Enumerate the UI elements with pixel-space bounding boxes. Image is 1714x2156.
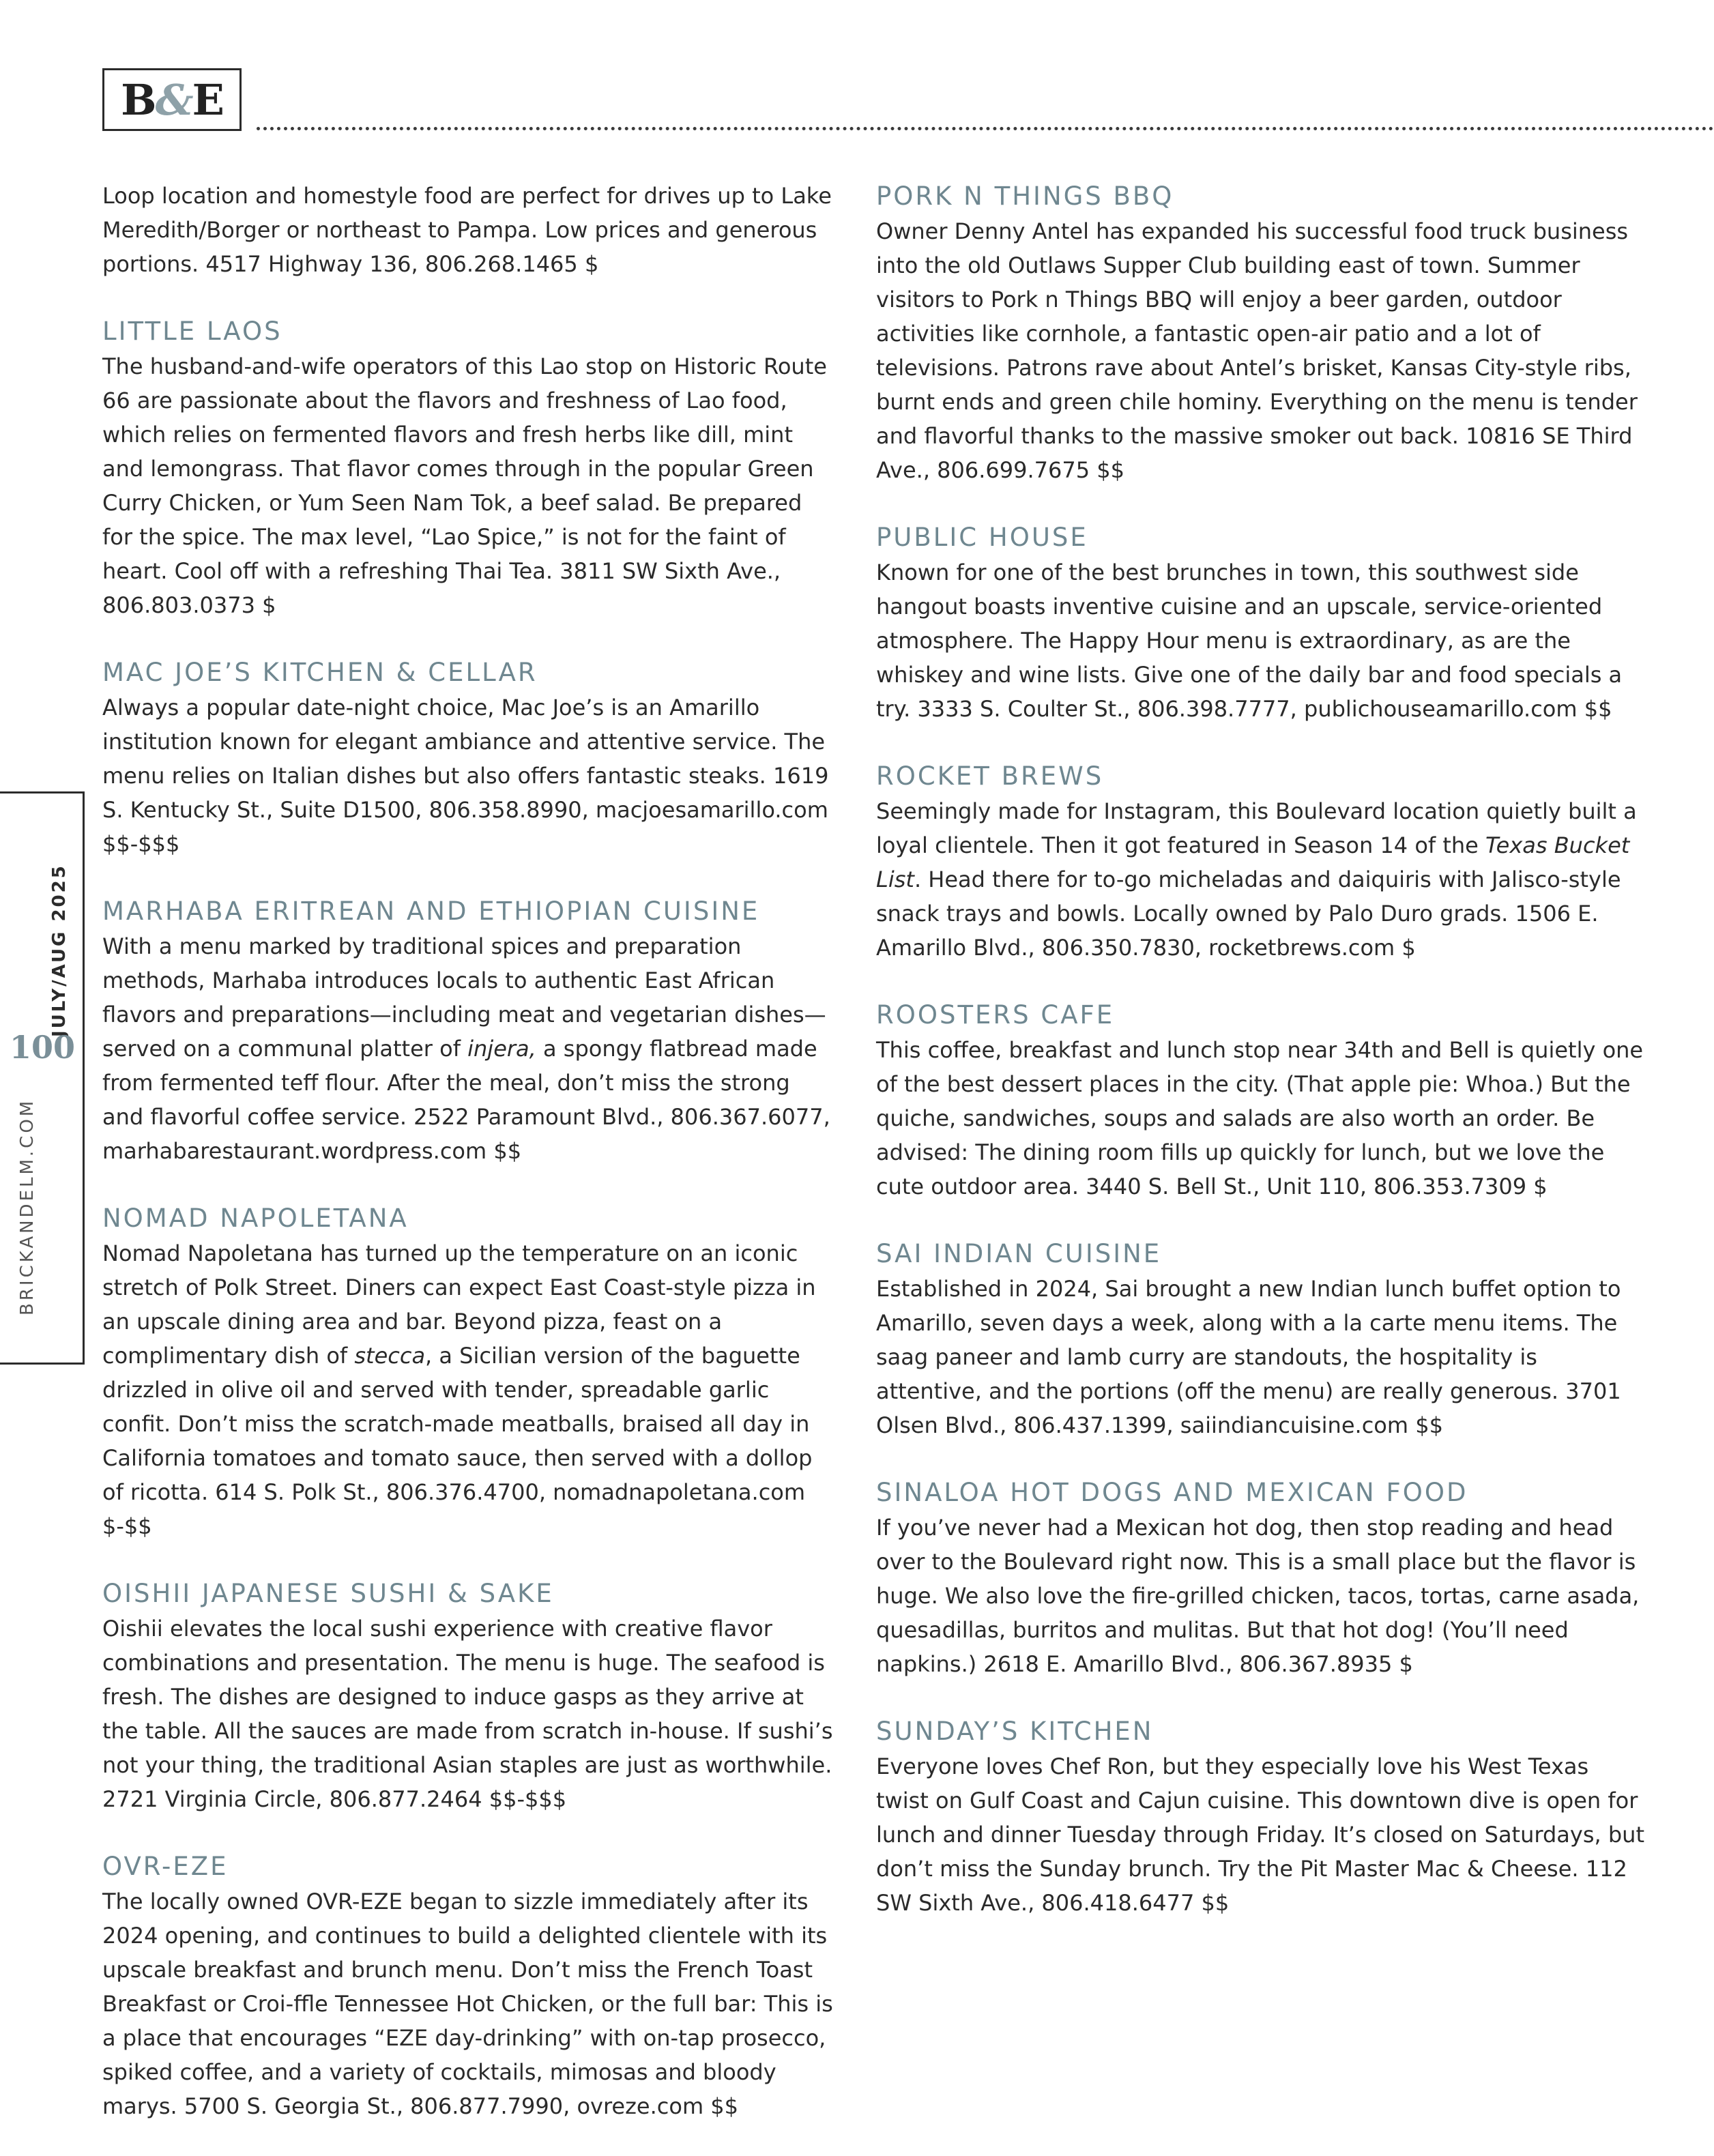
restaurant-description: Oishii elevates the local sushi experience with creative flavor combinations and presentation. The menu is huge. The seafood is fresh. The dishes are designed to induce gasps as they arrive at the table. All the sauces are made from scratch in-house. If sushi’s not your thing, the traditional Asian staples are just as worthwhile. 2721 Virginia Circle, 806.877.2464 $$-$$$: [102, 1616, 833, 1812]
restaurant-title: MAC JOE’S KITCHEN & CELLAR: [102, 658, 538, 687]
restaurant-title: ROCKET BREWS: [876, 761, 1104, 791]
restaurant-description: This coffee, breakfast and lunch stop near 34th and Bell is quietly one of the best dessert places in the city. (That apple pie: Whoa.) But the quiche, sandwiches, soups and salads are also worth an order. Be advised: The dining room fills up quickly for lunch, but we love the cute outdoor area. 3440 S. Bell St., Unit 110, 806.353.7309 $: [876, 1037, 1644, 1199]
restaurant-description: If you’ve never had a Mexican hot dog, then stop reading and head over to the Boulevard right now. This is a small place but the flavor is huge. We also love the fire-grilled chicken, tacos, tortas, carne asada, quesadillas, burritos and mulitas. But that hot dog! (You’ll need napkins.) 2618 E. Amarillo Blvd., 806.367.8935 $: [876, 1515, 1640, 1677]
restaurant-title: LITTLE LAOS: [102, 317, 282, 346]
restaurant-entry: [876, 1236, 1647, 1442]
restaurant-description: Nomad Napoletana has turned up the temperature on an iconic stretch of Polk Street. Diners can expect East Coast-style pizza in an upscale dining area and bar. Beyond pizza, feast on a complimentary dish of stecca, a Sicilian version of the baguette drizzled in olive oil and served with tender, spreadable garlic confit. Don’t miss the scratch-made meatballs, braised all day in California tomatoes and tomato sauce, then served with a dollop of ricotta. 614 S. Polk St., 806.376.4700, nomadnapoletana.com $-$$: [102, 1240, 816, 1539]
logo-letter-e: E: [192, 74, 223, 125]
brand-logo: [102, 68, 242, 131]
restaurant-description: Everyone loves Chef Ron, but they especially love his West Texas twist on Gulf Coast and Cajun cuisine. This downtown dive is open for lunch and dinner Tuesday through Friday. It’s closed on Saturdays, but don’t miss the Sunday brunch. Try the Pit Master Mac & Cheese. 112 SW Sixth Ave., 806.418.6477 $$: [876, 1753, 1644, 1916]
restaurant-description: Owner Denny Antel has expanded his successful food truck business into the old Outlaws Supper Club building east of town. Summer visitors to Pork n Things BBQ will enjoy a beer garden, outdoor activities like cornhole, a fantastic open-air patio and a lot of televisions. Patrons rave about Antel’s brisket, Kansas City-style ribs, burnt ends and green chile hominy. Everything on the menu is tender and flavorful thanks to the massive smoker out back. 10816 SE Third Ave., 806.699.7675 $$: [876, 218, 1638, 483]
italic-term: Texas Bucket List: [876, 832, 1630, 892]
page-number: 100: [10, 1029, 76, 1066]
side-tab-frame: [0, 791, 85, 1365]
restaurant-entry: [102, 1849, 838, 2123]
restaurant-title: OVR-EZE: [102, 1852, 229, 1881]
restaurant-entry: [876, 1714, 1647, 1920]
lead-paragraph: Loop location and homestyle food are perfect for drives up to Lake Meredith/Borger or northeast to Pampa. Low prices and generous portions. 4517 Highway 136, 806.268.1465 $: [102, 183, 832, 277]
restaurant-title: NOMAD NAPOLETANA: [102, 1204, 409, 1233]
restaurant-title: PUBLIC HOUSE: [876, 523, 1088, 552]
header-dotted-rule: [257, 127, 1714, 130]
restaurant-title: MARHABA ERITREAN AND ETHIOPIAN CUISINE: [102, 897, 760, 926]
italic-term: injera,: [467, 1036, 536, 1062]
restaurant-entry: [102, 314, 838, 622]
restaurant-entry: [876, 997, 1647, 1204]
restaurant-title: SUNDAY’S KITCHEN: [876, 1717, 1154, 1746]
left-column: [102, 179, 838, 2156]
restaurant-description: Established in 2024, Sai brought a new Indian lunch buffet option to Amarillo, seven days a week, along with a la carte menu items. The saag paneer and lamb curry are standouts, the hospitality is attentive, and the portions (off the menu) are really generous. 3701 Olsen Blvd., 806.437.1399, saiindiancuisine.com $$: [876, 1276, 1621, 1438]
italic-term: stecca: [354, 1343, 426, 1369]
restaurant-entry: [876, 179, 1647, 487]
restaurant-title: OISHII JAPANESE SUSHI & SAKE: [102, 1579, 554, 1608]
restaurant-entry: [876, 520, 1647, 726]
restaurant-description: With a menu marked by traditional spices and preparation methods, Marhaba introduces locals to authentic East African flavors and preparations—including meat and vegetarian dishes—served on a communal platter of injera, a spongy flatbread made from fermented teff flour. After the meal, don’t miss the strong and flavorful coffee service. 2522 Paramount Blvd., 806.367.6077, marhabarestaurant.wordpress.com $$: [102, 933, 830, 1164]
restaurant-entry: [102, 894, 838, 1168]
restaurant-entry: [876, 1475, 1647, 1681]
restaurant-title: SAI INDIAN CUISINE: [876, 1239, 1162, 1268]
issue-date: JULY/AUG 2025: [49, 864, 70, 1037]
restaurant-title: ROOSTERS CAFE: [876, 1000, 1115, 1030]
right-column: [876, 179, 1647, 1953]
restaurant-title: SINALOA HOT DOGS AND MEXICAN FOOD: [876, 1478, 1468, 1507]
restaurant-entry: [102, 1576, 838, 1816]
restaurant-description: Always a popular date-night choice, Mac Joe’s is an Amarillo institution known for elegant ambiance and attentive service. The menu relies on Italian dishes but also offers fantastic steaks. 1619 S. Kentucky St., Suite D1500, 806.358.8990, macjoesamarillo.com $$-$$$: [102, 695, 829, 857]
restaurant-title: PORK N THINGS BBQ: [876, 181, 1174, 211]
restaurant-entry: [102, 1201, 838, 1543]
restaurant-description: Known for one of the best brunches in town, this southwest side hangout boasts inventive cuisine and an upscale, service-oriented atmosphere. The Happy Hour menu is extraordinary, as are the whiskey and wine lists. Give one of the daily bar and food specials a try. 3333 S. Coulter St., 806.398.7777, publichouseamarillo.com $$: [876, 559, 1623, 722]
restaurant-description: Seemingly made for Instagram, this Boulevard location quietly built a loyal clientele. Then it got featured in Season 14 of the Texas Bucket List. Head there for to-go micheladas and daiquiris with Jalisco-style snack trays and bowls. Locally owned by Palo Duro grads. 1506 E. Amarillo Blvd., 806.350.7830, rocketbrews.com $: [876, 798, 1637, 961]
restaurant-entry: [102, 655, 838, 861]
restaurant-description: The locally owned OVR-EZE began to sizzle immediately after its 2024 opening, and continues to build a delighted clientele with its upscale breakfast and brunch menu. Don’t miss the French Toast Breakfast or Croi-ffle Tennessee Hot Chicken, or the full bar: This is a place that encourages “EZE day-drinking” with on-tap prosecco, spiked coffee, and a variety of cocktails, mimosas and bloody marys. 5700 S. Georgia St., 806.877.7990, ovreze.com $$: [102, 1889, 833, 2119]
restaurant-description: The husband-and-wife operators of this Lao stop on Historic Route 66 are passionate about the flavors and freshness of Lao food, which relies on fermented flavors and fresh herbs like dill, mint and lemongrass. That flavor comes through in the popular Green Curry Chicken, or Yum Seen Nam Tok, a beef salad. Be prepared for the spice. The max level, “Lao Spice,” is not for the faint of heart. Cool off with a refreshing Thai Tea. 3811 SW Sixth Ave., 806.803.0373 $: [102, 353, 827, 618]
logo-letter-b: B: [121, 74, 156, 125]
site-url: BRICKANDELM.COM: [17, 1098, 38, 1315]
restaurant-entry: [876, 759, 1647, 965]
logo-ampersand: &: [155, 74, 192, 125]
